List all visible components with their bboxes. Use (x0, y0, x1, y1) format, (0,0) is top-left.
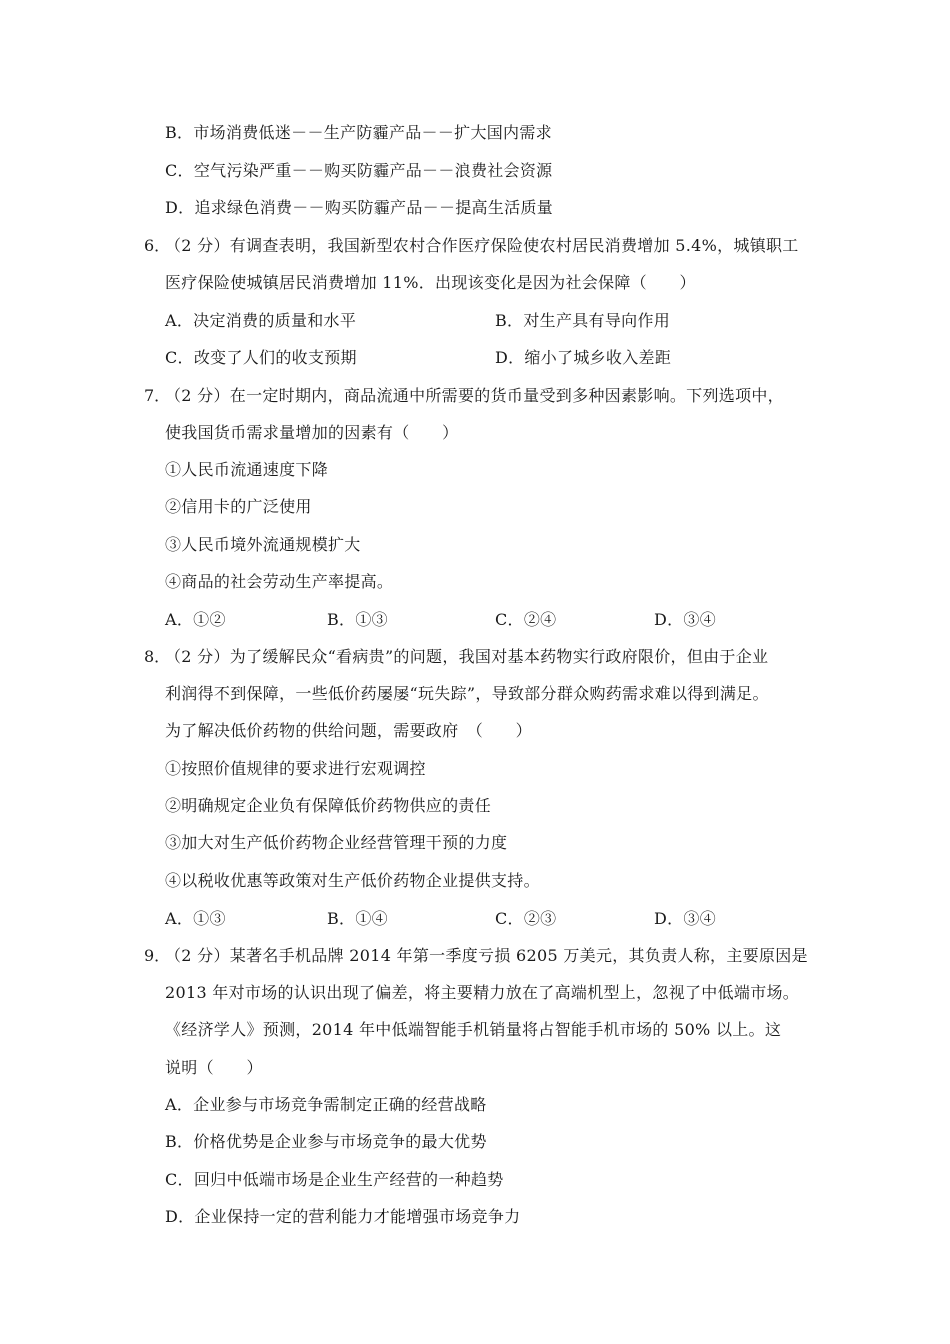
q9-stem-line-4: 说明（ ） (165, 1058, 263, 1077)
q8-item-3: ③加大对生产低价药物企业经营管理干预的力度 (165, 833, 508, 852)
q6-option-a: A．决定消费的质量和水平 (165, 311, 357, 330)
q7-option-b: B．①③ (327, 610, 388, 629)
q8-stem-line-2: 利润得不到保障，一些低价药屡屡“玩失踪”，导致部分群众购药需求难以得到满足。 (165, 684, 769, 703)
q7-stem-line-1: （2 分）在一定时期内，商品流通中所需要的货币量受到多种因素影响。下列选项中， (165, 386, 784, 405)
q5-option-b (165, 123, 552, 143)
q9-number: 9． (144, 946, 171, 965)
q5-option-d-label: D． (165, 198, 195, 217)
q8-item-2: ②明确规定企业负有保障低价药物供应的责任 (165, 796, 492, 815)
q8-item-4: ④以税收优惠等政策对生产低价药物企业提供支持。 (165, 871, 540, 890)
q9-stem-line-1: （2 分）某著名手机品牌 2014 年第一季度亏损 6205 万美元，其负责人称，主要原因是 (165, 946, 808, 965)
q7-item-2: ②信用卡的广泛使用 (165, 497, 312, 516)
q5-option-c (165, 161, 552, 181)
q9-option-c: C．回归中低端市场是企业生产经营的一种趋势 (165, 1170, 504, 1189)
q5-option-d-text: 追求绿色消费－－购买防霾产品－－提高生活质量 (194, 198, 554, 217)
q9-option-b: B．价格优势是企业参与市场竞争的最大优势 (165, 1132, 487, 1151)
q6-option-b: B．对生产具有导向作用 (495, 311, 671, 330)
q6-option-c: C．改变了人们的收支预期 (165, 348, 357, 367)
q8-number: 8． (144, 647, 171, 666)
q8-stem-line-3: 为了解决低价药物的供给问题，需要政府 （ ） (165, 721, 532, 740)
q7-number: 7． (144, 386, 171, 405)
q6-stem-line-1: （2 分）有调查表明，我国新型农村合作医疗保险使农村居民消费增加 5.4%，城镇职工 (165, 236, 799, 255)
q8-stem-line-1: （2 分）为了缓解民众“看病贵”的问题，我国对基本药物实行政府限价，但由于企业 (165, 647, 769, 666)
q7-option-c: C．②④ (495, 610, 557, 629)
q9-option-d: D．企业保持一定的营利能力才能增强市场竞争力 (165, 1207, 521, 1226)
q8-option-c: C．②③ (495, 909, 557, 928)
q6-number: 6． (144, 236, 171, 255)
q5-option-c-text: 空气污染严重－－购买防霾产品－－浪费社会资源 (193, 161, 553, 180)
q9-stem-line-2: 2013 年对市场的认识出现了偏差，将主要精力放在了高端机型上，忽视了中低端市场。 (165, 983, 800, 1002)
q8-option-b: B．①④ (327, 909, 388, 928)
q6-stem-line-2: 医疗保险使城镇居民消费增加 11%．出现该变化是因为社会保障（ ） (165, 273, 696, 292)
q5-option-d (165, 198, 553, 218)
q8-option-d: D．③④ (654, 909, 717, 928)
q5-option-b-label: B． (165, 123, 194, 142)
q7-item-4: ④商品的社会劳动生产率提高。 (165, 572, 394, 591)
q5-option-b-text: 市场消费低迷－－生产防霾产品－－扩大国内需求 (193, 123, 552, 142)
q5-option-c-label: C． (165, 161, 194, 180)
q7-option-d: D．③④ (654, 610, 717, 629)
q7-stem-line-2: 使我国货币需求量增加的因素有（ ） (165, 423, 459, 442)
q7-option-a: A．①② (165, 610, 226, 629)
q9-option-a: A．企业参与市场竞争需制定正确的经营战略 (165, 1095, 487, 1114)
q8-item-1: ①按照价值规律的要求进行宏观调控 (165, 759, 426, 778)
q9-stem-line-3: 《经济学人》预测，2014 年中低端智能手机销量将占智能手机市场的 50% 以上。这 (165, 1020, 782, 1039)
q7-item-3: ③人民币境外流通规模扩大 (165, 535, 361, 554)
q7-item-1: ①人民币流通速度下降 (165, 460, 329, 479)
q8-option-a: A．①③ (165, 909, 226, 928)
q6-option-d: D．缩小了城乡收入差距 (495, 348, 672, 367)
